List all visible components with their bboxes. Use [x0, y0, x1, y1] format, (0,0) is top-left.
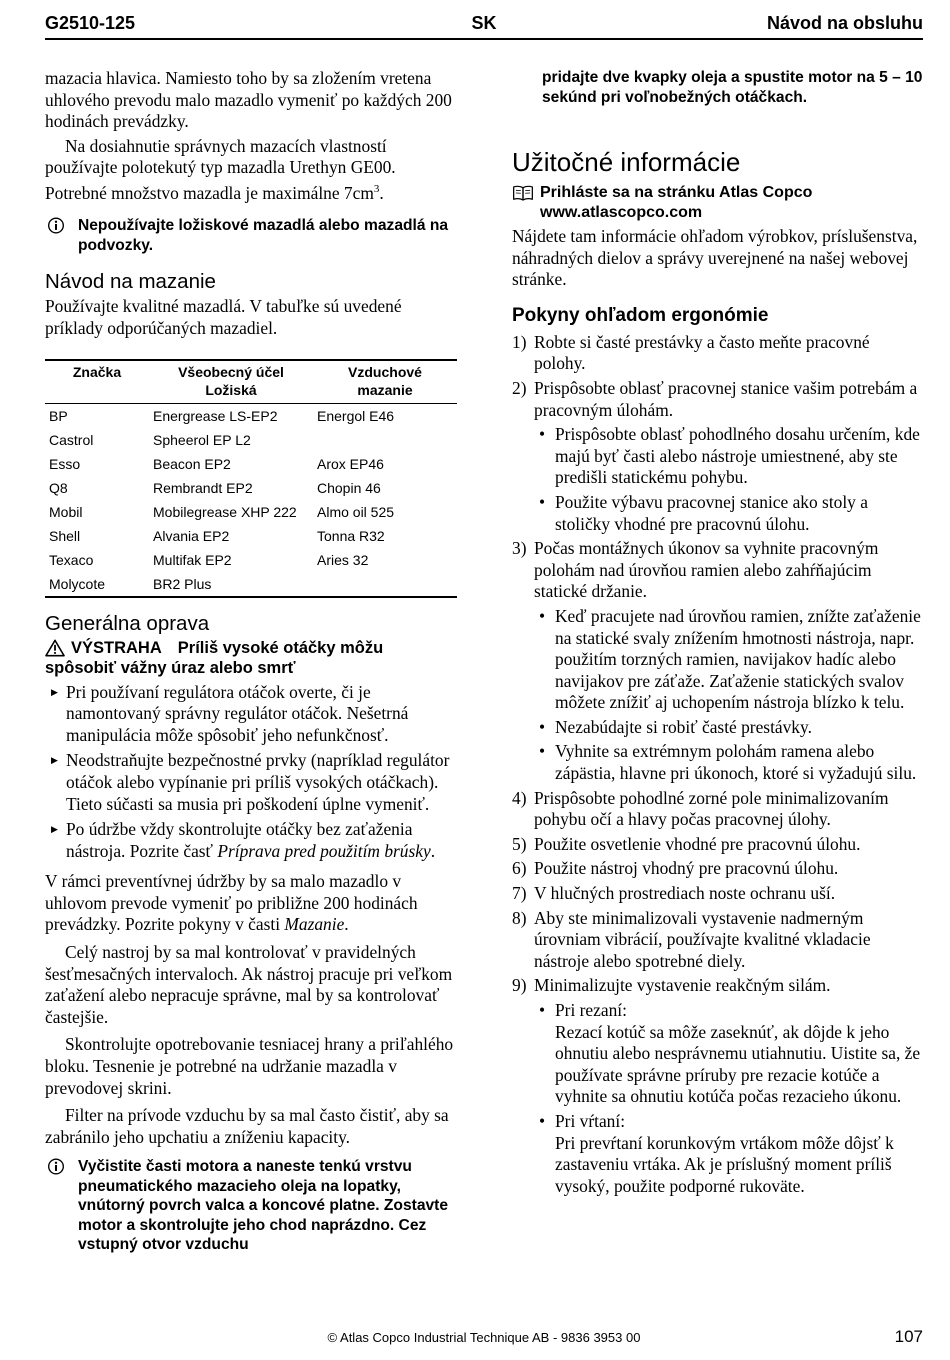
paragraph-inspection: Celý nastroj by sa mal kontrolovať v pravidelných šesťmesačných intervaloch. Ak nástroj pracuje pri veľkom zaťažení alebo nepracuje správne, mal by sa kontrolovať častejšie.: [45, 942, 453, 1027]
sub-list: [534, 1000, 924, 1197]
sub-list: [534, 424, 924, 535]
table-cell: Chopin 46: [317, 479, 381, 496]
table-row: [45, 548, 457, 572]
list-item: ▶ Pri používaní regulátora otáčok overte, či je namontovaný správny regulátor otáčok. Nešetrná manipulácia môže spôsobiť jeho nefunkčnosť.: [45, 682, 457, 747]
list-item: ▶ Po údržbe vždy skontrolujte otáčky bez zaťaženia nástroja. Pozrite časť Príprava pred použitím brúsky.: [45, 819, 457, 862]
table-cell: Spheerol EP L2: [153, 431, 251, 448]
table-cell: Energrease LS-EP2: [153, 407, 278, 424]
info-circle-icon: [45, 217, 67, 234]
list-item: • Prispôsobte oblasť pohodlného dosahu určením, kde majú byť časti alebo nástroje umiestnené, aby ste predišli statickému pohybu.: [534, 424, 924, 489]
note-continuation: [512, 68, 924, 107]
list-item: 5) Použite osvetlenie vhodné pre pracovnú úlohu.: [512, 833, 861, 854]
list-item: • Nezabúdajte si robiť časté prestávky.: [534, 717, 924, 739]
right-column: [512, 68, 924, 1200]
page-footer: [45, 1327, 923, 1346]
table-cell: Shell: [49, 527, 81, 544]
table-cell: Molycote: [45, 572, 149, 597]
table-cell: BP: [49, 407, 68, 424]
list-item: 9) Minimalizujte vystavenie reakčným silám. • Pri rezaní: Rezací kotúč sa môže zaseknúť, ak dôjde k jeho ohnutiu alebo nesprávnemu utiahnutiu. Uistite sa, že používate správne príruby pre rezacie kotúče a vyhnite sa ohnutiu kotúča počas rezacieho úkonu. • Pri vŕtaní: Pri prevŕtaní korunkovým vrtákom môže dôjsť k zastaveniu vrtáka. Ak je príslušný moment príliš vysoký, použite podporné rukoväte.: [512, 975, 924, 1197]
list-item: 2) Prispôsobte oblasť pracovnej stanice vašim potrebám a pracovným úlohám. • Prispôsobte oblasť pohodlného dosahu určením, kde majú byť časti alebo nástroje umiestnené, aby ste predišli statickému pohybu. • Použite výbavu pracovnej stanice ako stoly a stoličky vhodné pre pracovnú úlohu.: [512, 378, 924, 535]
table-row: [45, 403, 457, 428]
left-column: [45, 68, 457, 1255]
sub-list: [534, 606, 924, 785]
paragraph-preventive: V rámci preventívnej údržby by sa malo mazadlo v uhlovom prevode vymeniť po približne 200 hodinách prevádzky. Pozrite pokyny v časti Mazanie.: [45, 871, 418, 935]
table-cell: [313, 572, 457, 597]
table-cell: Mobilegrease XHP 222: [153, 503, 297, 520]
paragraph-seal: Skontrolujte opotrebovanie tesniacej hrany a priľahlého bloku. Tesnenie je potrebné na udržanie mazadla v prevodovej skrini.: [45, 1034, 454, 1098]
paragraph-lubrication: Používajte kvalitné mazadlá. V tabuľke sú uvedené príklady odporúčaných mazadiel.: [45, 296, 402, 338]
table-cell: Q8: [49, 479, 68, 496]
col-header-air: Vzduchové mazanie: [313, 360, 457, 404]
info-circle-icon: [45, 1158, 67, 1175]
paragraph-lube-head: mazacia hlavica. Namiesto toho by sa zložením vretena uhlového prevodu malo mazadlo vymeniť po každých 200 hodinách prevádzky.: [45, 68, 452, 132]
model-code: G2510-125: [45, 13, 136, 33]
table-cell: Texaco: [49, 551, 94, 568]
table-cell: Multifak EP2: [153, 551, 232, 568]
list-item: ▶ Neodstraňujte bezpečnostné prvky (napríklad regulátor otáčok alebo vypínanie pri príliš vysokých otáčkach). Tieto súčasti sa musia pri poškodení úplne vymeniť.: [45, 750, 457, 815]
table-cell: Almo oil 525: [317, 503, 395, 520]
table-row: [45, 428, 457, 452]
list-item: • Vyhnite sa extrémnym polohám ramena alebo zápästia, hlavne pri úkonoch, ktoré si vyžadujú silu.: [534, 741, 924, 784]
list-item: 3) Počas montážnych úkonov sa vyhnite pracovným polohám nad úrovňou ramien alebo zahŕňajúcim statické držanie. • Keď pracujete nad úrovňou ramien, znížte zaťaženie na statické svaly znížením hmotnosti nástroja, napr. použitím torzných ramien, navijakov hadíc alebo navijakov pre záťaže. Zaťaženie statických svalov môžete znížiť aj uchopením nástroja blízko k telu. • Nezabúdajte si robiť časté prestávky. • Vyhnite sa extrémnym polohám ramena alebo zápästia, hlavne pri úkonoch, ktoré si vyžadujú silu.: [512, 538, 924, 785]
table-header-row: [45, 360, 457, 404]
col-header-brand: Značka: [45, 360, 149, 404]
table-row: [45, 572, 457, 597]
table-cell: Mobil: [49, 503, 83, 520]
note-text: pridajte dve kvapky oleja a spustite motor na 5 – 10 sekúnd pri voľnobežných otáčkach.: [542, 69, 923, 106]
table-cell: Rembrandt EP2: [153, 479, 253, 496]
list-item: • Použite výbavu pracovnej stanice ako stoly a stoličky vhodné pre pracovnú úlohu.: [534, 492, 924, 535]
warning-text-line2: spôsobiť vážny úraz alebo smrť: [45, 658, 296, 677]
warning-word: VÝSTRAHA: [71, 638, 162, 657]
table-cell: BR2 Plus: [149, 572, 313, 597]
note-text: Nepoužívajte ložiskové mazadlá alebo mazadlá na podvozky.: [78, 217, 449, 254]
paragraph-grease-type: Na dosiahnutie správnych mazacích vlastností používajte polotekutý typ mazadla Urethyn GE00. Potrebné množstvo mazadla je maximálne $7cm^3$.: [45, 135, 396, 203]
table-row: [45, 452, 457, 476]
table-row: [45, 476, 457, 500]
warning-text-line1: Príliš vysoké otáčky môžu: [177, 638, 384, 657]
table-cell: Energol E46: [317, 407, 395, 424]
list-item: • Pri vŕtaní: Pri prevŕtaní korunkovým vrtákom môže dôjsť k zastaveniu vrtáka. Ak je príslušný moment príliš vysoký, použite podporné rukoväte.: [534, 1111, 924, 1197]
heading-overhaul: Generálna oprava: [45, 611, 210, 635]
warning-title: [45, 638, 457, 658]
table-body: [45, 403, 457, 597]
lubricant-table: [45, 359, 457, 598]
table-cell: Beacon EP2: [153, 455, 231, 472]
document-title: Návod na obsluhu: [766, 13, 923, 33]
heading-useful-info: Užitočné informácie: [512, 147, 741, 177]
table-row: [45, 524, 457, 548]
page-header: [45, 10, 923, 40]
table-cell: Castrol: [49, 431, 94, 448]
table-cell: Arox EP46: [317, 455, 384, 472]
table-cell: Esso: [49, 455, 81, 472]
website-link[interactable]: www.atlascopco.com: [540, 204, 703, 221]
website-login-text: Prihláste sa na stránku Atlas Copco: [540, 184, 813, 201]
heading-lubrication: Návod na mazanie: [45, 270, 216, 294]
paragraph-info: Nájdete tam informácie ohľadom výrobkov, príslušenstva, náhradných dielov a správy uverejnené na našej webovej stránke.: [512, 226, 918, 290]
language-code: SK: [471, 13, 497, 33]
col-header-general: Všeobecný účel Ložiská: [149, 360, 313, 404]
list-item: 8) Aby ste minimalizovali vystavenie nadmerným úrovniam vibrácií, používajte kvalitné vkladacie nástroje alebo spotrebné diely.: [512, 907, 871, 971]
warning-triangle-icon: [45, 639, 65, 657]
list-item: • Keď pracujete nad úrovňou ramien, znížte zaťaženie na statické svaly znížením hmotnosti nástroja, napr. použitím torzných ramien, navijakov hadíc alebo navijakov pre záťaže. Zaťaženie statických svalov môžete znížiť aj uchopením nástroja blízko k telu.: [534, 606, 924, 714]
table-cell: Aries 32: [317, 551, 369, 568]
website-reference: [512, 183, 924, 223]
list-item: 1) Robte si časté prestávky a často meňte pracovné polohy.: [512, 331, 870, 374]
heading-ergonomics: Pokyny ohľadom ergonómie: [512, 304, 769, 326]
note-motor-clean: [45, 1157, 457, 1255]
list-item: • Pri rezaní: Rezací kotúč sa môže zaseknúť, ak dôjde k jeho ohnutiu alebo nesprávnemu utiahnutiu. Uistite sa, že používate správne príruby pre rezacie kotúče a vyhnite sa ohnutiu kotúča počas rezacieho úkonu.: [534, 1000, 924, 1108]
ergonomics-list: [512, 332, 924, 1198]
table-cell: Tonna R32: [317, 527, 385, 544]
page-number: 107: [894, 1327, 923, 1346]
list-item: 4) Prispôsobte pohodlné zorné pole minimalizovaním pohybu očí a hlavy počas pracovnej úlohy.: [512, 787, 889, 830]
copyright: © Atlas Copco Industrial Technique AB - 9836 3953 00: [327, 1330, 641, 1345]
paragraph-filter: Filter na prívode vzduchu by sa mal často čistiť, aby sa zabránilo jeho upchatiu a zníženiu kapacity.: [45, 1105, 449, 1147]
warning-bullets: [45, 682, 457, 863]
list-item: 7) V hlučných prostrediach noste ochranu uší.: [512, 883, 836, 904]
note-text: Vyčistite časti motora a naneste tenkú vrstvu pneumatického mazacieho oleja na lopatky, vnútorný povrch valca a koncové platne. Zostavte motor a skontrolujte jeho chod naprázdno. Cez vstupný otvor vzduchu: [78, 1158, 449, 1254]
table-cell: Alvania EP2: [153, 527, 230, 544]
table-cell: [313, 428, 457, 452]
list-item: 6) Použite nástroj vhodný pre pracovnú úlohu.: [512, 858, 839, 879]
open-book-icon: [512, 185, 534, 201]
note-no-bearing-grease: [45, 216, 457, 255]
table-row: [45, 500, 457, 524]
